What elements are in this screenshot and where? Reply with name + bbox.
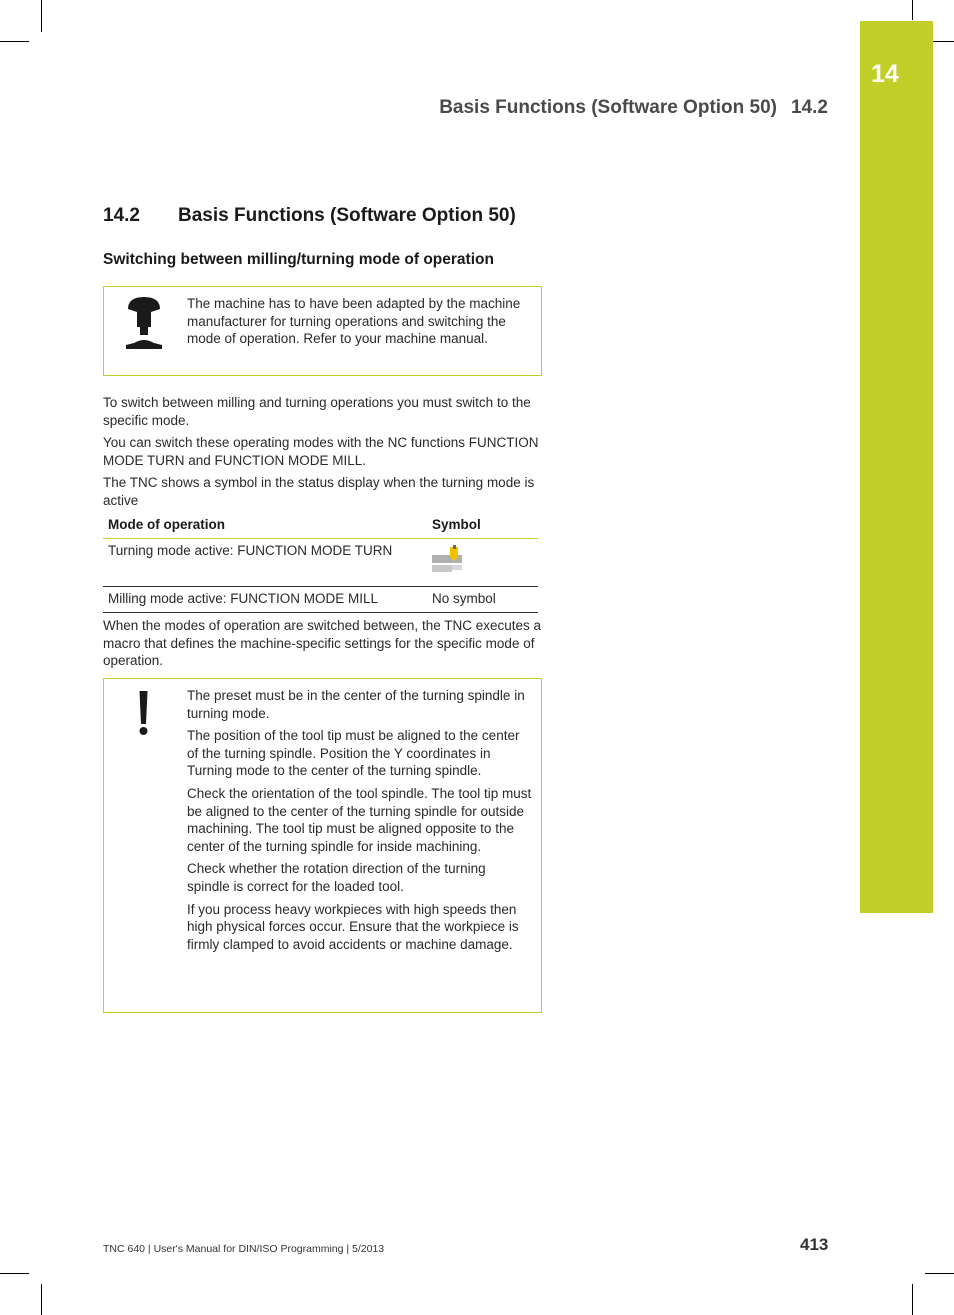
page-number: 413	[800, 1235, 829, 1254]
note-text	[187, 687, 532, 958]
chapter-number: 14	[871, 60, 899, 88]
turning-mode-icon	[432, 545, 464, 575]
table-header-symbol: Symbol	[432, 517, 481, 532]
crop-mark	[912, 1284, 913, 1315]
table-cell-mode: Turning mode active: FUNCTION MODE TURN	[108, 543, 393, 558]
table-cell-symbol: No symbol	[432, 591, 496, 606]
crop-mark	[925, 1273, 954, 1274]
table-row	[103, 587, 538, 613]
table-cell-symbol	[432, 545, 464, 578]
subsection-heading: Switching between milling/turning mode of operation	[103, 251, 494, 268]
paragraph: You can switch these operating modes with the NC functions FUNCTION MODE TURN and FUNCTION MODE MILL.	[103, 435, 539, 468]
warning-paragraph: The preset must be in the center of the turning spindle in turning mode.	[187, 688, 525, 721]
after-table-paragraph	[103, 617, 543, 675]
warning-paragraph: The position of the tool tip must be aligned to the center of the turning spindle. Position the Y coordinates in Turning mode to the center of the turning spindle.	[187, 728, 520, 779]
warning-paragraph: If you process heavy workpieces with high speeds then high physical forces occur. Ensure that the workpiece is firmly clamped to avoid accidents or machine damage.	[187, 901, 519, 952]
warning-paragraph: Check whether the rotation direction of the turning spindle is correct for the loaded tool.	[187, 861, 486, 894]
table-header-row	[103, 510, 538, 539]
crop-mark	[41, 0, 42, 32]
note-icon-column	[104, 287, 187, 375]
paragraph: When the modes of operation are switched between, the TNC executes a macro that defines the machine-specific settings for the specific mode of operation.	[103, 618, 541, 669]
mode-table	[103, 510, 538, 613]
crop-mark	[0, 1273, 29, 1274]
warning-note-box	[103, 678, 542, 1013]
machine-note-box	[103, 286, 542, 376]
running-head-title: Basis Functions (Software Option 50)	[439, 97, 778, 118]
exclamation-icon	[104, 679, 186, 749]
machine-note-text: The machine has to have been adapted by the machine manufacturer for turning operations and switching the mode of operation. Refer to your machine manual.	[187, 296, 521, 347]
table-row	[103, 539, 538, 587]
crop-mark	[0, 41, 29, 42]
machine-manufacturer-icon	[104, 287, 186, 375]
table-header-mode: Mode of operation	[108, 517, 225, 532]
paragraph: The TNC shows a symbol in the status display when the turning mode is active	[103, 475, 535, 508]
paragraph: To switch between milling and turning operations you must switch to the specific mode.	[103, 395, 531, 428]
section-number: 14.2	[103, 205, 140, 226]
crop-mark	[912, 0, 913, 20]
running-head-section: 14.2	[791, 97, 828, 118]
crop-mark	[41, 1284, 42, 1315]
footer-text: TNC 640 | User's Manual for DIN/ISO Programming | 5/2013	[103, 1243, 385, 1255]
note-text	[187, 295, 532, 353]
intro-paragraphs	[103, 394, 543, 515]
note-icon-column	[104, 679, 187, 1012]
running-head	[439, 97, 828, 119]
table-cell-mode: Milling mode active: FUNCTION MODE MILL	[108, 591, 379, 606]
warning-paragraph: Check the orientation of the tool spindle. The tool tip must be aligned to the center of the turning spindle for outside machining. The tool tip must be aligned opposite to the center of the turning spindle for inside machining.	[187, 785, 532, 854]
section-heading	[103, 205, 516, 227]
section-title: Basis Functions (Software Option 50)	[178, 205, 516, 226]
chapter-tab	[860, 21, 933, 913]
